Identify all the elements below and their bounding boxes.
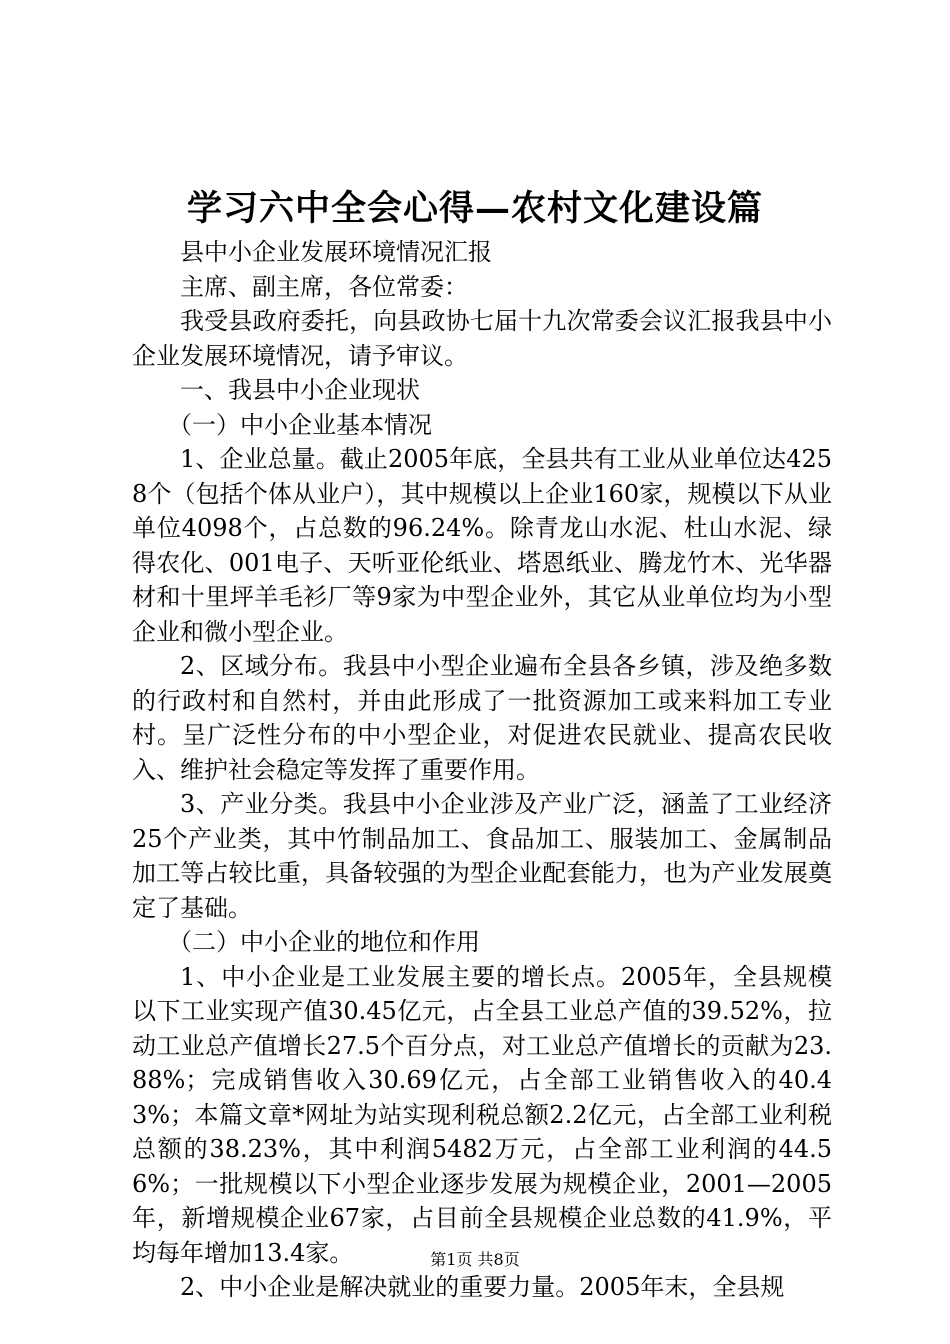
heading-section-1: 一、我县中小企业现状 [180, 376, 420, 404]
paragraph-report-title: 县中小企业发展环境情况汇报 [180, 238, 492, 266]
paragraph-enterprise-total: 1、企业总量。截止2005年底，全县共有工业从业单位达4258个（包括个体从业户），其中规模以上企业160家，规模以下从业单位4098个，占总数的96.24%。除青龙山水泥、杜山水泥、绿得农化、001电子、天听亚伦纸业、塔恩纸业、腾龙竹木、光华器材和十里坪羊毛衫厂等9家为中型企业外，其它从业单位均为小型企业和微小型企业。 [132, 445, 832, 646]
heading-subsection-1: （一）中小企业基本情况 [168, 410, 432, 439]
heading-subsection-2: （二）中小企业的地位和作用 [168, 928, 480, 956]
paragraph-industry-classification: 3、产业分类。我县中小企业涉及产业广泛，涵盖了工业经济25个产业类，其中竹制品加工、食品加工、服装加工、金属制品加工等占较比重，具备较强的为型企业配套能力，也为产业发展奠定了基础。 [132, 790, 832, 922]
page-number-footer: 第1页 共8页 [430, 1250, 520, 1269]
paragraph-regional-distribution: 2、区域分布。我县中小型企业遍布全县各乡镇，涉及绝多数的行政村和自然村，并由此形成了一批资源加工或来料加工专业村。呈广泛性分布的中小型企业，对促进农民就业、提高农民收入、维护社会稳定等发挥了重要作用。 [132, 652, 832, 784]
paragraph-employment: 2、中小企业是解决就业的重要力量。2005年末，全县规 [180, 1273, 785, 1301]
paragraph-growth-point: 1、中小企业是工业发展主要的增长点。2005年，全县规模以下工业实现产值30.45亿元，占全县工业总产值的39.52%，拉动工业总产值增长27.5个百分点，对工业总产值增长的贡献为23.88%；完成销售收入30.69亿元，占全部工业销售收入的40.43%；本篇文章*网址为站实现利税总额2.2亿元，占全部工业利税总额的38.23%，其中利润5482万元，占全部工业利润的44.56%；一批规模以下小型企业逐步发展为规模企业，2001—2005年，新增规模企业67家，占目前全县规模企业总数的41.9%，平均每年增加13.4家。 [132, 962, 832, 1267]
paragraph-intro: 我受县政府委托，向县政协七届十九次常委会议汇报我县中小企业发展环境情况，请予审议。 [132, 307, 832, 370]
document-body [132, 235, 832, 1305]
document-title: 学习六中全会心得—农村文化建设篇 [186, 188, 763, 229]
paragraph-salutation: 主席、副主席，各位常委： [180, 272, 468, 301]
